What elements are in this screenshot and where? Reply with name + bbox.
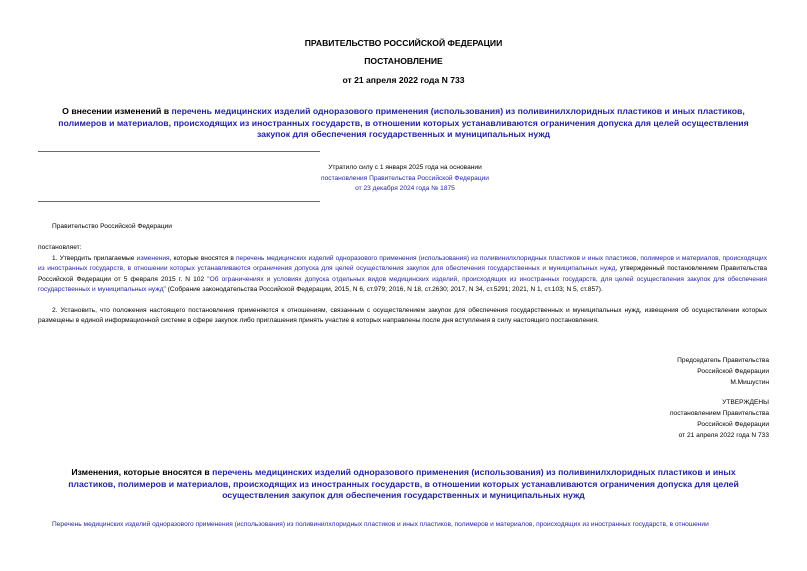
document-title xyxy=(50,106,757,141)
signature-line1: Председатель Правительства xyxy=(677,357,769,364)
divider-top xyxy=(38,151,320,152)
approval-line3: Российской Федерации xyxy=(697,421,769,428)
changes-title xyxy=(50,467,757,502)
paragraph-2 xyxy=(38,306,767,327)
government-heading: ПРАВИТЕЛЬСТВО РОССИЙСКОЙ ФЕДЕРАЦИИ xyxy=(304,38,503,48)
title-prefix: О внесении изменений в xyxy=(62,106,172,116)
divider-bottom xyxy=(38,201,320,202)
title-list-link[interactable]: перечень медицинских изделий одноразового применения (использования) из поливинилхлоридных пластиков и иных пластиков, полимеров и материалов, происходящих из иностранных государств, в отношении которых устанавливаются ограничения допуска для целей осуществления закупок для обеспечения государственных и муниципальных нужд xyxy=(58,106,749,140)
changes-link[interactable]: изменения xyxy=(136,255,170,262)
issuer xyxy=(38,222,767,232)
status-note-line1: Утратило силу с 1 января 2025 года на основании xyxy=(328,164,482,171)
status-note-line3[interactable]: от 23 декабря 2024 года № 1875 xyxy=(355,185,455,193)
p1-text-d: (Собрание законодательства Российской Федерации, 2015, N 6, ст.979; 2016, N 18, ст.2630; 2017, N 34, ст.5291; 2021, N 1, ст.103; N 5, ст.857). xyxy=(165,285,603,293)
signature-line3: М.Мишустин xyxy=(730,379,769,386)
p1-text-c: , утвержденный постановлением Правительства Российской Федерации от 5 февраля 2015 г. N 102 xyxy=(38,265,767,283)
signature-block xyxy=(529,355,769,388)
signature-line2: Российской Федерации xyxy=(697,368,769,375)
changes-title-link[interactable]: перечень медицинских изделий одноразового применения (использования) из поливинилхлоридных пластиков и иных пластиков, полимеров и материалов, происходящих из иностранных государств, в отношении которых устанавливаются ограничения допуска для целей осуществления закупок для обеспечения государственных и муниципальных нужд xyxy=(68,467,739,501)
list-intro-line xyxy=(38,520,767,530)
approval-line2: постановлением Правительства xyxy=(669,410,769,417)
document-type: ПОСТАНОВЛЕНИЕ xyxy=(364,56,443,66)
resolution-102-link[interactable]: "Об ограничениях и условиях допуска отдельных видов медицинских изделий, происходящих из иностранных государств, для целей осуществления закупок для обеспечения государственных и муниципальных нужд" xyxy=(38,275,767,293)
issuer-text: Правительство Российской Федерации xyxy=(52,223,172,230)
p2-text: 2. Установить, что положения настоящего постановления применяются к отношениям, связанным с осуществлением закупок для обеспечения государственных и муниципальных нужд, извещения об осуществлении которых размещены в единой информационной системе в сфере закупок либо приглашения принять участие в которых направлены после дня вступления в силу настоящего постановления. xyxy=(38,307,767,325)
approval-block xyxy=(529,397,769,441)
status-note-link[interactable] xyxy=(310,174,500,195)
approval-line4: от 21 апреля 2022 года N 733 xyxy=(678,432,769,439)
p1-text-b: , которые вносятся в xyxy=(169,255,236,262)
paragraph-1 xyxy=(38,254,767,295)
approval-line1: УТВЕРЖДЕНЫ xyxy=(722,399,769,406)
document-date-number: от 21 апреля 2022 года N 733 xyxy=(342,75,465,85)
list-link[interactable]: перечень медицинских изделий одноразового применения (использования) из поливинилхлоридных пластиков и иных пластиков, полимеров и материалов, происходящих из иностранных государств, в отношении которых устанавливаются ограничения допуска для целей осуществления закупок для обеспечения государственных и муниципальных нужд xyxy=(38,255,767,273)
changes-title-prefix: Изменения, которые вносятся в xyxy=(71,467,213,477)
p1-text-a: 1. Утвердить прилагаемые xyxy=(52,255,137,262)
decree-word: постановляет: xyxy=(38,244,82,251)
status-note-line2[interactable]: постановления Правительства Российской Федерации xyxy=(321,174,489,182)
list-intro-link[interactable]: Перечень медицинских изделий одноразового применения (использования) из поливинилхлоридных пластиков и иных пластиков, полимеров и материалов, происходящих из иностранных государств, в отношении xyxy=(52,521,709,528)
status-note xyxy=(310,163,500,195)
